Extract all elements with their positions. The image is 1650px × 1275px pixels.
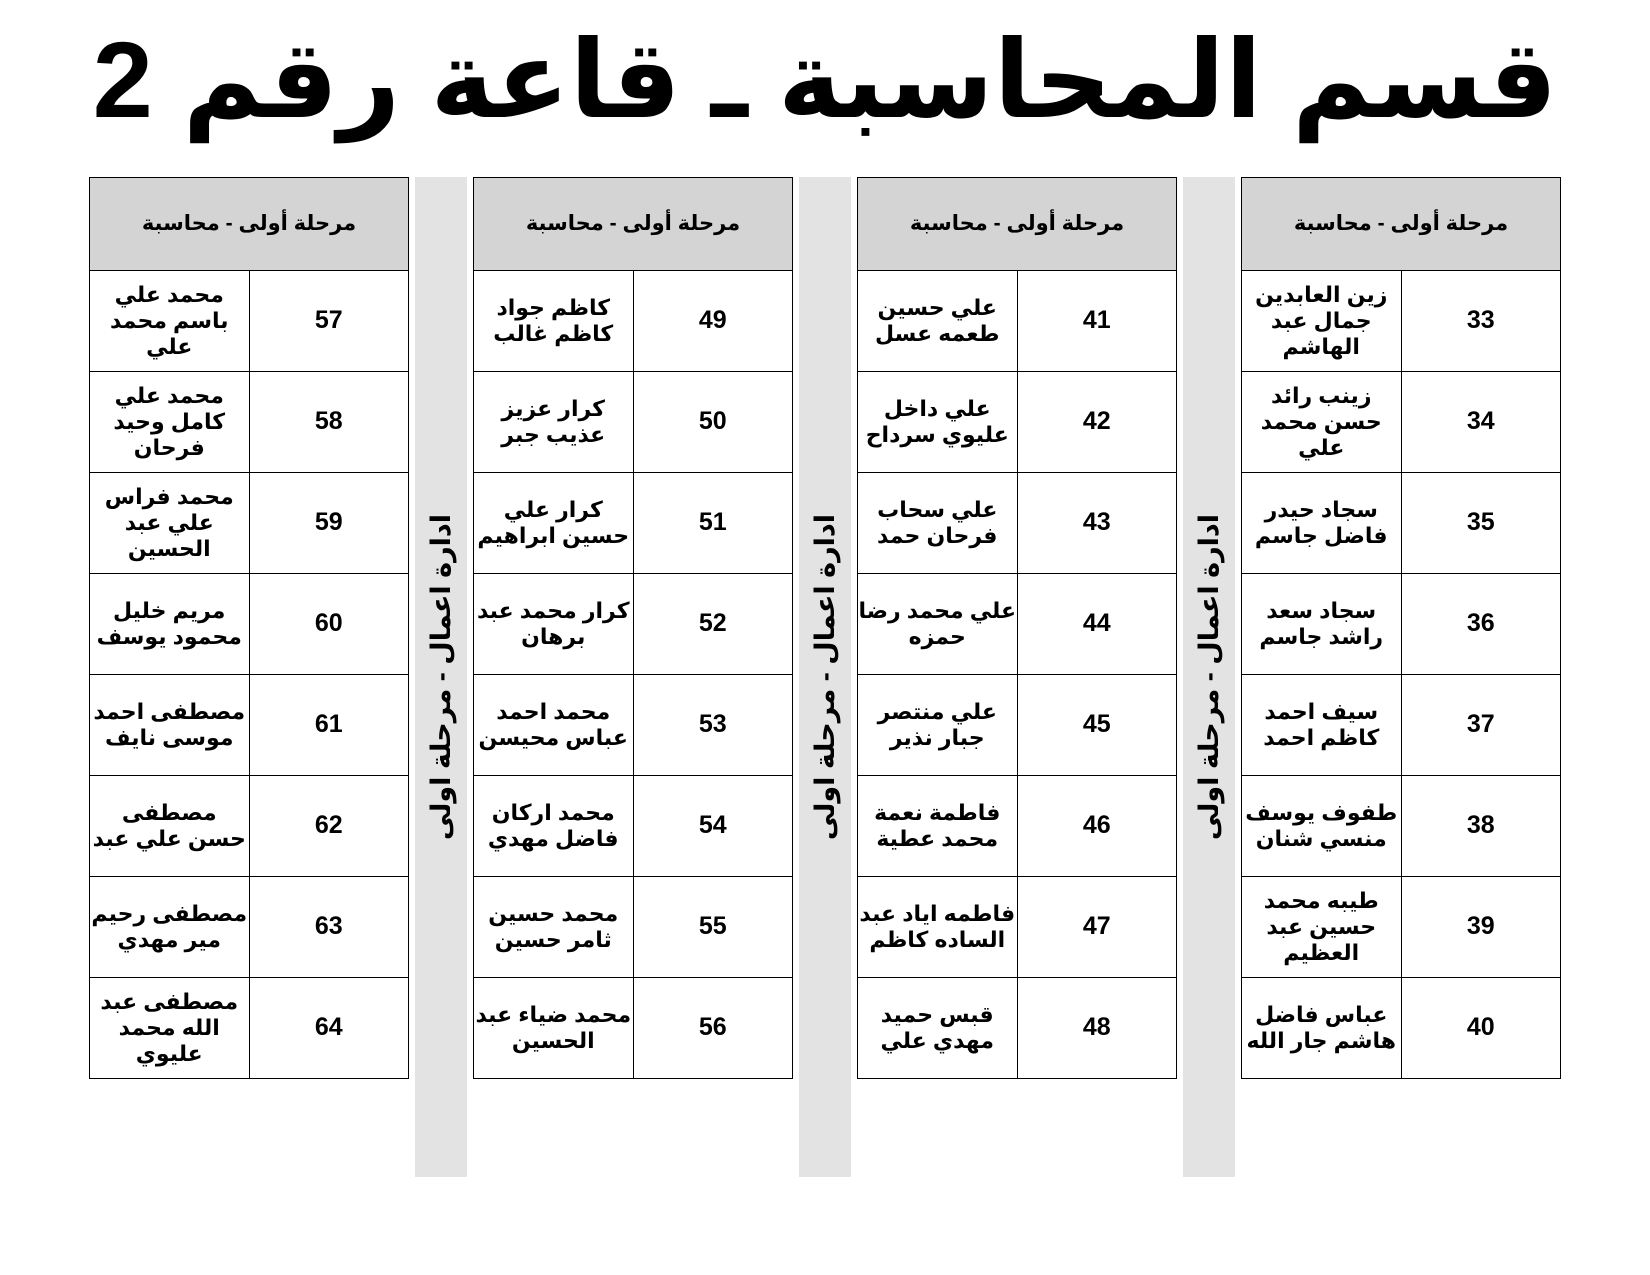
row-number: 38: [1401, 775, 1561, 876]
block-header-4: مرحلة أولى - محاسبة: [90, 177, 409, 270]
row-name: محمد فراس علي عبد الحسين: [90, 472, 250, 573]
tables-container: [40, 177, 1610, 1177]
row-name: مصطفى حسن علي عبد: [90, 775, 250, 876]
row-number: 63: [249, 876, 409, 977]
separator-label: ادارة اعمال - مرحلة اولى: [810, 513, 840, 840]
name-table-block-4: [89, 177, 409, 1079]
row-number: 61: [249, 674, 409, 775]
table-row: [858, 674, 1177, 775]
row-name: علي محمد رضا حمزه: [858, 573, 1018, 674]
row-name: محمد احمد عباس محيسن: [474, 674, 634, 775]
table-row: [858, 876, 1177, 977]
row-number: 64: [249, 977, 409, 1078]
vertical-separator-2: [799, 177, 851, 1177]
row-name: طفوف يوسف منسي شنان: [1242, 775, 1402, 876]
row-number: 59: [249, 472, 409, 573]
row-name: محمد اركان فاضل مهدي: [474, 775, 634, 876]
row-name: عباس فاضل هاشم جار الله: [1242, 977, 1402, 1078]
table-row: [1242, 573, 1561, 674]
row-number: 46: [1017, 775, 1177, 876]
row-name: قبس حميد مهدي علي: [858, 977, 1018, 1078]
table-row: [90, 573, 409, 674]
row-name: مصطفى رحيم مير مهدي: [90, 876, 250, 977]
row-name: سجاد سعد راشد جاسم: [1242, 573, 1402, 674]
table-row: [90, 876, 409, 977]
row-name: علي سحاب فرحان حمد: [858, 472, 1018, 573]
table-row: [474, 270, 793, 371]
row-name: مريم خليل محمود يوسف: [90, 573, 250, 674]
block-header-3: مرحلة أولى - محاسبة: [474, 177, 793, 270]
row-number: 40: [1401, 977, 1561, 1078]
row-number: 53: [633, 674, 793, 775]
table-row: [1242, 472, 1561, 573]
table-row: [858, 977, 1177, 1078]
row-number: 42: [1017, 371, 1177, 472]
row-number: 48: [1017, 977, 1177, 1078]
name-table-block-2: [857, 177, 1177, 1079]
table-row: [474, 674, 793, 775]
row-number: 49: [633, 270, 793, 371]
row-number: 47: [1017, 876, 1177, 977]
table-row: [474, 573, 793, 674]
block-header-1: مرحلة أولى - محاسبة: [1242, 177, 1561, 270]
row-name: طيبه محمد حسين عبد العظيم: [1242, 876, 1402, 977]
table-row: [1242, 270, 1561, 371]
table-row: [858, 270, 1177, 371]
row-name: مصطفى احمد موسى نايف: [90, 674, 250, 775]
row-number: 37: [1401, 674, 1561, 775]
row-number: 58: [249, 371, 409, 472]
row-number: 51: [633, 472, 793, 573]
vertical-separator-3: [415, 177, 467, 1177]
row-number: 57: [249, 270, 409, 371]
row-name: فاطمة نعمة محمد عطية: [858, 775, 1018, 876]
separator-label: ادارة اعمال - مرحلة اولى: [1194, 513, 1224, 840]
row-name: مصطفى عبد الله محمد عليوي: [90, 977, 250, 1078]
table-row: [474, 876, 793, 977]
row-name: زينب رائد حسن محمد علي: [1242, 371, 1402, 472]
row-number: 43: [1017, 472, 1177, 573]
table-row: [474, 472, 793, 573]
row-number: 35: [1401, 472, 1561, 573]
vertical-separator-1: [1183, 177, 1235, 1177]
name-table-block-1: [1241, 177, 1561, 1079]
row-number: 45: [1017, 674, 1177, 775]
row-name: كرار عزيز عذيب جبر: [474, 371, 634, 472]
table-row: [474, 371, 793, 472]
table-row: [90, 472, 409, 573]
separator-label: ادارة اعمال - مرحلة اولى: [426, 513, 456, 840]
row-number: 33: [1401, 270, 1561, 371]
row-name: فاطمه اياد عبد الساده كاظم: [858, 876, 1018, 977]
table-row: [1242, 775, 1561, 876]
row-name: محمد حسين ثامر حسين: [474, 876, 634, 977]
row-name: علي حسين طعمه عسل: [858, 270, 1018, 371]
table-row: [90, 371, 409, 472]
name-table-block-3: [473, 177, 793, 1079]
row-name: محمد علي كامل وحيد فرحان: [90, 371, 250, 472]
row-name: كاظم جواد كاظم غالب: [474, 270, 634, 371]
table-row: [1242, 371, 1561, 472]
row-number: 54: [633, 775, 793, 876]
page-title: قسم المحاسبة ـ قاعة رقم 2: [92, 19, 1558, 140]
row-number: 39: [1401, 876, 1561, 977]
table-row: [1242, 977, 1561, 1078]
table-row: [474, 977, 793, 1078]
row-name: محمد علي باسم محمد علي: [90, 270, 250, 371]
row-number: 60: [249, 573, 409, 674]
row-name: سجاد حيدر فاضل جاسم: [1242, 472, 1402, 573]
row-number: 36: [1401, 573, 1561, 674]
table-row: [858, 573, 1177, 674]
row-number: 41: [1017, 270, 1177, 371]
row-number: 34: [1401, 371, 1561, 472]
table-row: [858, 472, 1177, 573]
row-name: كرار علي حسين ابراهيم: [474, 472, 634, 573]
table-row: [1242, 876, 1561, 977]
table-row: [474, 775, 793, 876]
table-row: [90, 775, 409, 876]
row-name: علي داخل عليوي سرداح: [858, 371, 1018, 472]
row-number: 50: [633, 371, 793, 472]
row-number: 62: [249, 775, 409, 876]
block-header-2: مرحلة أولى - محاسبة: [858, 177, 1177, 270]
row-name: زين العابدين جمال عبد الهاشم: [1242, 270, 1402, 371]
row-number: 55: [633, 876, 793, 977]
row-name: كرار محمد عبد برهان: [474, 573, 634, 674]
table-row: [858, 775, 1177, 876]
row-number: 44: [1017, 573, 1177, 674]
row-name: محمد ضياء عبد الحسين: [474, 977, 634, 1078]
row-number: 52: [633, 573, 793, 674]
row-name: علي منتصر جبار نذير: [858, 674, 1018, 775]
table-row: [90, 270, 409, 371]
table-row: [1242, 674, 1561, 775]
table-row: [90, 674, 409, 775]
row-name: سيف احمد كاظم احمد: [1242, 674, 1402, 775]
table-row: [858, 371, 1177, 472]
row-number: 56: [633, 977, 793, 1078]
table-row: [90, 977, 409, 1078]
